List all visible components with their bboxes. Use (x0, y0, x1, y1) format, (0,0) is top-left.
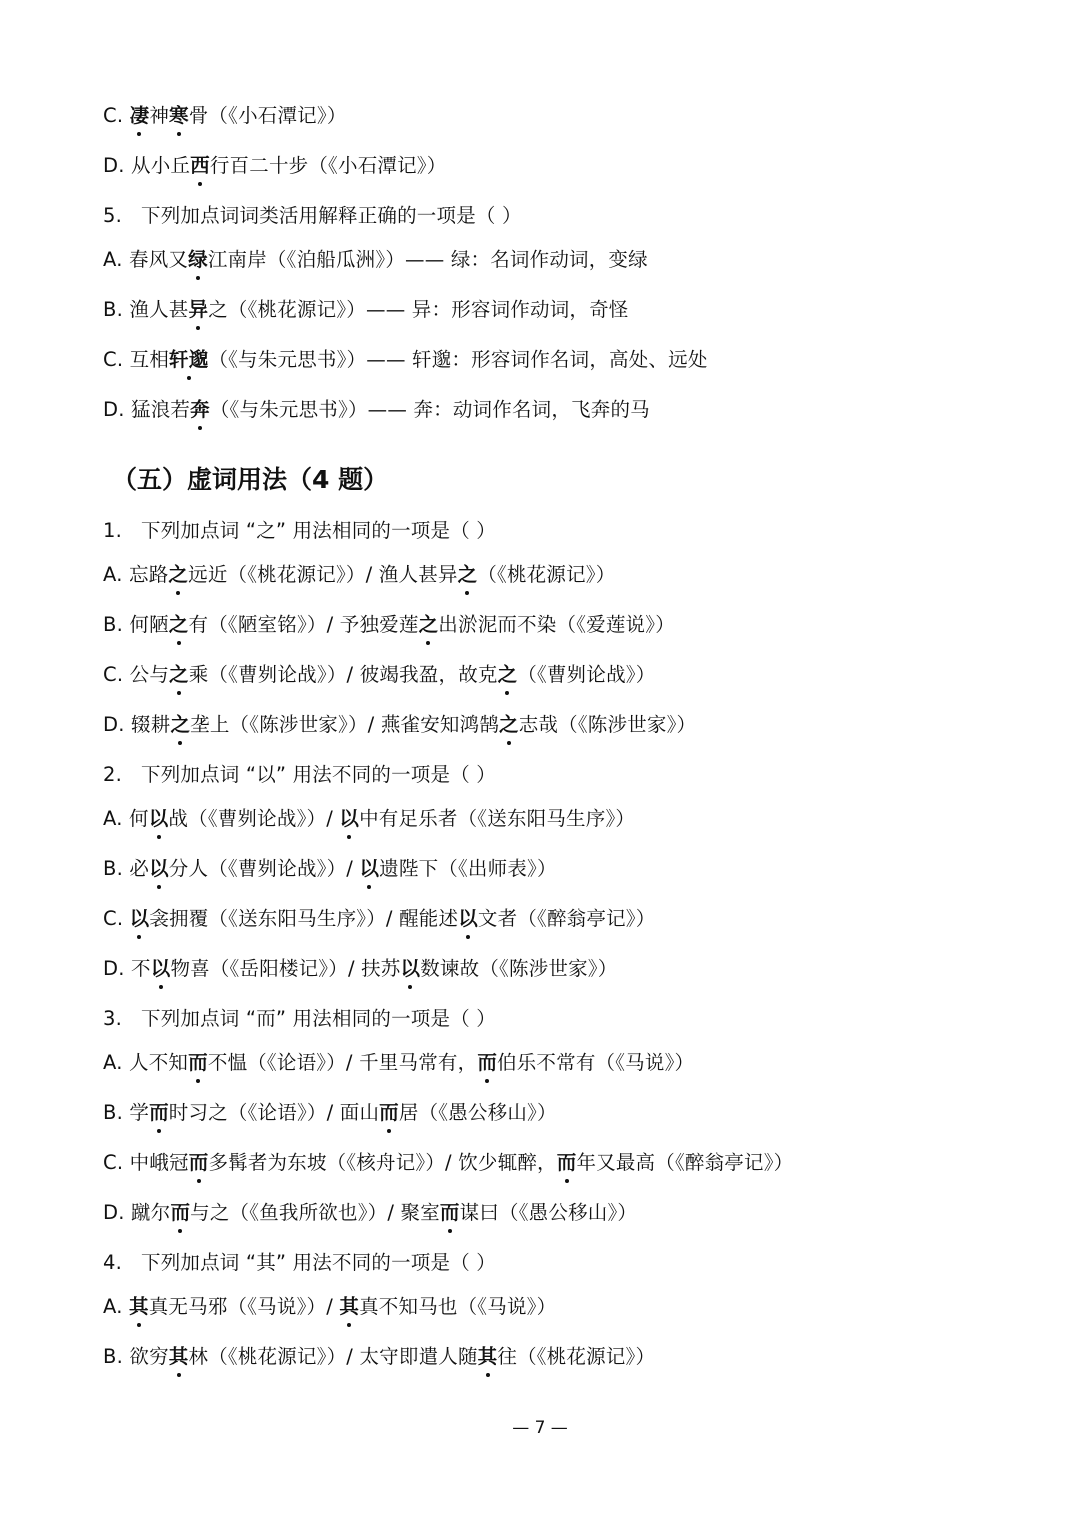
option-text: 燕雀安知鸿鹄 (380, 713, 500, 736)
option-text: （《与朱元思书》）—— 奔：动词作名词，飞奔的马 (209, 398, 650, 421)
q1-option-c (103, 661, 655, 689)
q5-option-d (103, 396, 650, 424)
question-3 (103, 1005, 496, 1033)
dotted-word: 以 (359, 855, 379, 883)
dotted-word: 而 (149, 1099, 169, 1127)
question-number: 1. (103, 519, 123, 542)
option-text: 渔人甚异 (378, 563, 458, 586)
option-text: 时习之（《论语》）/ (168, 1101, 340, 1124)
dotted-word: 异 (189, 296, 209, 324)
option-text: 林（《桃花源记》）/ (188, 1345, 360, 1368)
dotted-word: 之 (458, 561, 478, 589)
option-label: A. (103, 1295, 123, 1318)
option-text: 春风又 (129, 248, 189, 271)
dotted-word: 奔 (190, 396, 210, 424)
option-text: （《曹刿论战》） (517, 663, 656, 686)
option-text: 猛浪若 (131, 398, 191, 421)
option-label: B. (103, 298, 123, 321)
question-number: 3. (103, 1007, 123, 1030)
dotted-word: 而 (379, 1099, 399, 1127)
option-text: 行百二十步（《小石潭记》） (209, 154, 447, 177)
option-text: 饮少辄醉， (458, 1151, 557, 1174)
option-text: 蹴尔 (131, 1201, 171, 1224)
q5-option-a (103, 246, 648, 274)
option-text: 醒能述 (399, 907, 459, 930)
question-4 (103, 1249, 496, 1277)
option-text: 乘（《曹刿论战》）/ (188, 663, 360, 686)
dotted-word: 而 (477, 1049, 497, 1077)
q1-option-a (103, 561, 615, 589)
q2-option-b (103, 855, 557, 883)
option-label: B. (103, 1101, 123, 1124)
option-label: A. (103, 807, 123, 830)
option-text: 公与 (129, 663, 170, 686)
dotted-word: 之 (168, 561, 188, 589)
question-1 (103, 517, 496, 545)
option-label: B. (103, 1345, 123, 1368)
option-text: 居（《愚公移山》） (398, 1101, 557, 1124)
question-number: 2. (103, 763, 123, 786)
option-text: 中峨冠 (129, 1151, 189, 1174)
option-text: 不愠（《论语》）/ (207, 1051, 360, 1074)
dotted-word: 之 (169, 611, 189, 639)
question-text: 下列加点词 “以” 用法不同的一项是（ ） (141, 763, 497, 786)
question-text: 下列加点词词类活用解释正确的一项是（ ） (141, 204, 522, 227)
option-label: D. (103, 398, 125, 421)
option-text: 忘路 (129, 563, 169, 586)
option-label: C. (103, 663, 124, 686)
question-number: 4. (103, 1251, 123, 1274)
option-text: 彼竭我盈，故克 (359, 663, 498, 686)
question-text: 下列加点词 “而” 用法相同的一项是（ ） (141, 1007, 497, 1030)
dotted-word: 以 (149, 855, 169, 883)
option-text: 有（《陋室铭》）/ (188, 613, 340, 636)
option-text: 年又最高（《醉翁亭记》） (576, 1151, 794, 1174)
option-text: 远近（《桃花源记》）/ (188, 563, 379, 586)
option-text: 往（《桃花源记》） (497, 1345, 656, 1368)
question-number: 5. (103, 204, 123, 227)
option-label: C. (103, 907, 124, 930)
option-text: 多髯者为东坡（《核舟记》）/ (208, 1151, 459, 1174)
dotted-word: 而 (188, 1049, 208, 1077)
option-label: B. (103, 857, 123, 880)
option-text: 真无马邪（《马说》）/ (148, 1295, 340, 1318)
option-text: 欲穷 (129, 1345, 169, 1368)
option-label: C. (103, 1151, 124, 1174)
option-text: 谋曰（《愚公移山》） (459, 1201, 638, 1224)
option-text: 互相 (129, 348, 170, 371)
q2-option-d (103, 955, 617, 983)
option-label: A. (103, 563, 123, 586)
section-title: （五）虚词用法（4 题） (112, 465, 389, 494)
dotted-word: 其 (129, 1293, 149, 1321)
dotted-word: 以 (149, 805, 169, 833)
option-text: 分人（《曹刿论战》）/ (168, 857, 360, 880)
dotted-word: 以 (458, 905, 478, 933)
option-text: 中有足乐者（《送东阳马生序》） (359, 807, 636, 830)
option-label: D. (103, 1201, 125, 1224)
option-text: 千里马常有， (359, 1051, 478, 1074)
dotted-word: 凄 (130, 102, 150, 130)
option-label: D. (103, 154, 125, 177)
option-label: D. (103, 713, 125, 736)
question-text: 下列加点词 “之” 用法相同的一项是（ ） (141, 519, 497, 542)
dotted-word: 之 (498, 661, 518, 689)
option-text: 真不知马也（《马说》） (359, 1295, 557, 1318)
q3-option-d (103, 1199, 637, 1227)
q5-option-c (103, 346, 708, 374)
question-2 (103, 761, 496, 789)
option-text: 江南岸（《泊船瓜洲》）—— 绿：名词作动词，变绿 (207, 248, 648, 271)
option-text: 面山 (339, 1101, 380, 1124)
dotted-word: 而 (557, 1149, 577, 1177)
option-text: 物喜（《岳阳楼记》）/ (170, 957, 362, 980)
dotted-word: 以 (151, 955, 171, 983)
dotted-word: 而 (440, 1199, 460, 1227)
dotted-word: 寒 (169, 102, 189, 130)
q2-option-c (103, 905, 655, 933)
dotted-word: 之 (170, 711, 190, 739)
dotted-word: 其 (339, 1293, 359, 1321)
option-text: （《桃花源记》） (477, 563, 616, 586)
option-text: 渔人甚 (129, 298, 189, 321)
page-number: — 7 — (512, 1418, 568, 1438)
option-label: B. (103, 613, 123, 636)
option-text: 何 (129, 807, 149, 830)
option-text: 与之（《鱼我所欲也》）/ (190, 1201, 401, 1224)
option-text: 何陋 (129, 613, 169, 636)
option-label: C. (103, 104, 124, 127)
option-d-top (103, 152, 446, 180)
dotted-word: 而 (189, 1149, 209, 1177)
dotted-word: 而 (170, 1199, 190, 1227)
option-text: 不 (131, 957, 151, 980)
option-label: A. (103, 248, 123, 271)
question-5 (103, 202, 522, 230)
dotted-word: 之 (419, 611, 439, 639)
option-text: （《与朱元思书》）—— 轩邈：形容词作名词，高处、远处 (208, 348, 708, 371)
q3-option-c (103, 1149, 793, 1177)
question-text: 下列加点词 “其” 用法不同的一项是（ ） (141, 1251, 497, 1274)
option-text: 出淤泥而不染（《爱莲说》） (438, 613, 675, 636)
option-text: 从小丘 (131, 154, 191, 177)
dotted-word: 以 (130, 905, 150, 933)
dotted-word: 西 (190, 152, 210, 180)
option-text: 志哉（《陈涉世家》） (518, 713, 697, 736)
option-label: C. (103, 348, 124, 371)
option-text: 伯乐不常有（《马说》） (497, 1051, 695, 1074)
option-text: 衾拥覆（《送东阳马生序》）/ (149, 907, 400, 930)
option-text: 予独爱莲 (339, 613, 419, 636)
option-text: 垄上（《陈涉世家》）/ (190, 713, 381, 736)
option-text: 文者（《醉翁亭记》） (477, 907, 656, 930)
option-text: 神 (149, 104, 170, 127)
option-c-top (103, 102, 347, 130)
q4-option-a (103, 1293, 556, 1321)
dotted-word: 以 (339, 805, 359, 833)
option-label: A. (103, 1051, 123, 1074)
q1-option-d (103, 711, 696, 739)
dotted-word: 绿 (188, 246, 208, 274)
dotted-word: 之 (169, 661, 189, 689)
dotted-word: 轩邈 (169, 346, 208, 374)
option-text: 学 (129, 1101, 150, 1124)
option-text: 辍耕 (131, 713, 171, 736)
option-label: D. (103, 957, 125, 980)
dotted-word: 以 (401, 955, 421, 983)
option-text: 之（《桃花源记》）—— 异：形容词作动词，奇怪 (208, 298, 629, 321)
dotted-word: 其 (169, 1343, 189, 1371)
q5-option-b (103, 296, 629, 324)
q1-option-b (103, 611, 675, 639)
q3-option-b (103, 1099, 557, 1127)
option-text: 太守即遣人随 (359, 1345, 478, 1368)
q3-option-a (103, 1049, 694, 1077)
dotted-word: 之 (499, 711, 519, 739)
dotted-word: 其 (478, 1343, 498, 1371)
option-text: 扶苏 (361, 957, 401, 980)
option-text: 必 (129, 857, 150, 880)
q4-option-b (103, 1343, 655, 1371)
option-text: 骨（《小石潭记》） (188, 104, 347, 127)
option-text: 战（《曹刿论战》）/ (168, 807, 340, 830)
option-text: 聚室 (400, 1201, 440, 1224)
option-text: 遗陛下（《出师表》） (379, 857, 557, 880)
option-text: 人不知 (129, 1051, 189, 1074)
q2-option-a (103, 805, 635, 833)
option-text: 数谏故（《陈涉世家》） (420, 957, 618, 980)
